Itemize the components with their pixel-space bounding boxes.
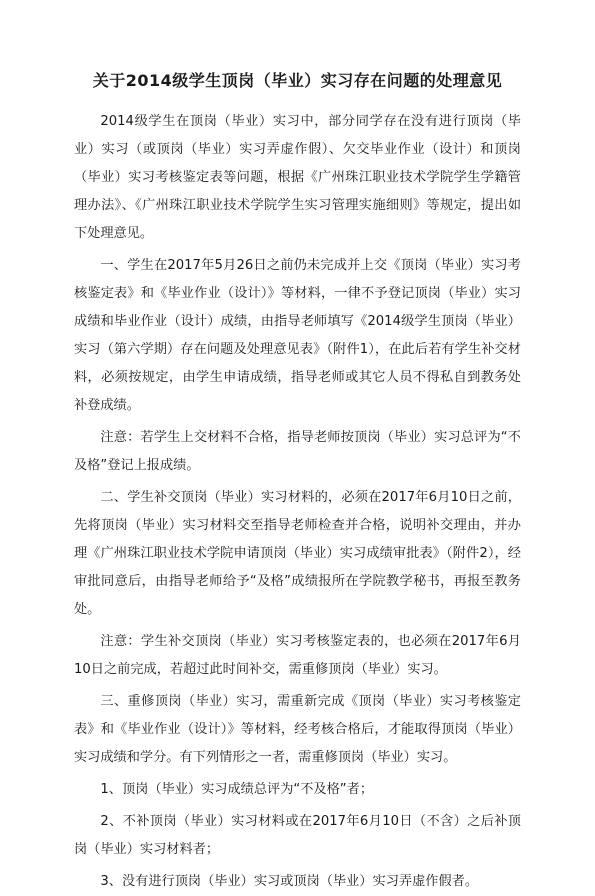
section-three-paragraph: 三、重修顶岗（毕业）实习，需重新完成《顶岗（毕业）实习考核鉴定表》和《毕业作业（设计）》等材料，经考核合格后，才能取得顶岗（毕业）实习成绩和学分。有下列情形之一者，需重修顶岗（毕业）实习。 (74, 694, 521, 765)
section-two-paragraph: 二、学生补交顶岗（毕业）实习材料的，必须在2017年6月10日之前，先将顶岗（毕业）实习材料交至指导老师检查并合格，说明补交理由，并办理《广州珠江职业技术学院申请顶岗（毕业）实习成绩审批表》（附件2），经审批同意后，由指导老师给予“及格”成绩报所在学院教学秘书，再报至教务处。 (74, 490, 521, 617)
intro-paragraph: 2014级学生在顶岗（毕业）实习中，部分同学存在没有进行顶岗（毕业）实习（或顶岗（毕业）实习弄虚作假）、欠交毕业作业（设计）和顶岗（毕业）实习考核鉴定表等问题，根据《广州珠江职业技术学院学生学籍管理办法》、《广州珠江职业技术学院学生实习管理实施细则》等规定，提出如下处理意见。 (74, 114, 521, 241)
note-two-paragraph: 注意：学生补交顶岗（毕业）实习考核鉴定表的，也必须在2017年6月10日之前完成，若超过此时间补交，需重修顶岗（毕业）实习。 (74, 634, 521, 677)
list-item-one: 1、顶岗（毕业）实习成绩总评为“不及格”者； (100, 782, 374, 797)
document-title: 关于2014级学生顶岗（毕业）实习存在问题的处理意见 (92, 71, 503, 90)
section-one-paragraph: 一、学生在2017年5月26日之前仍未完成并上交《顶岗（毕业）实习考核鉴定表》和《毕业作业（设计）》等材料，一律不予登记顶岗（毕业）实习成绩和毕业作业（设计）成绩，由指导老师填写《2014级学生顶岗（毕业）实习（第六学期）存在问题及处理意见表》（附件1），在此后若有学生补交材料，必须按规定，由学生申请成绩，指导老师或其它人员不得私自到教务处补登成绩。 (74, 258, 521, 413)
list-item-two: 2、不补顶岗（毕业）实习材料或在2017年6月10日（不含）之后补顶岗（毕业）实习材料者； (74, 814, 521, 857)
note-one-paragraph: 注意：若学生上交材料不合格，指导老师按顶岗（毕业）实习总评为“不及格”登记上报成绩。 (74, 430, 521, 473)
list-item-three: 3、没有进行顶岗（毕业）实习或顶岗（毕业）实习弄虚作假者。 (100, 874, 479, 889)
